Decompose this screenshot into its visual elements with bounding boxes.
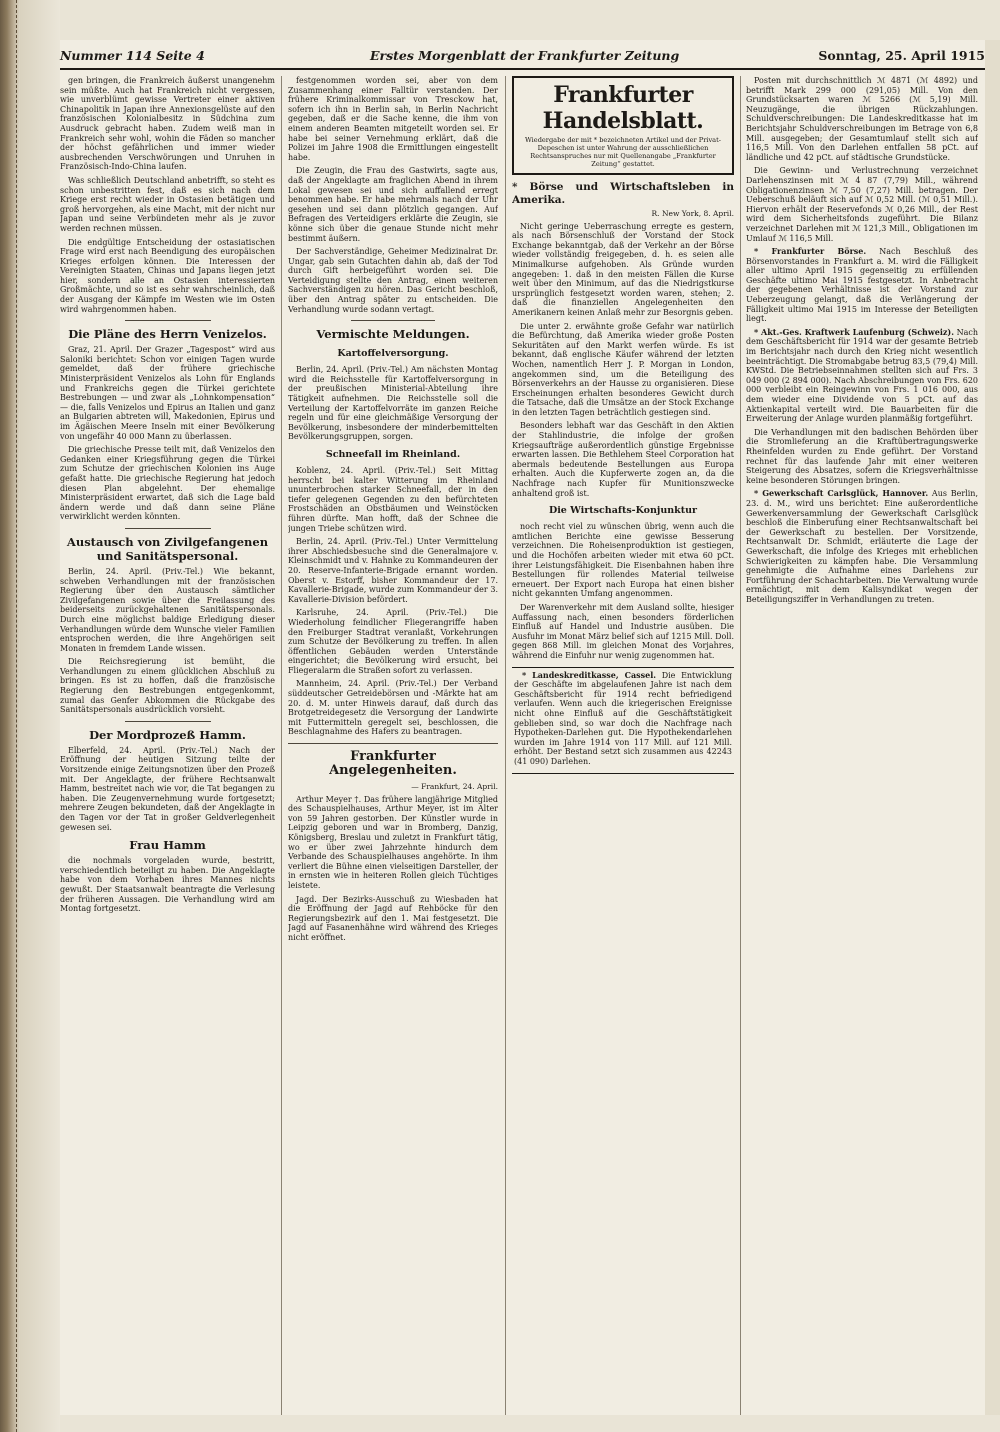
article-paragraph — [746, 328, 978, 424]
article-text: Arthur Meyer †. Das frühere langjährige Mitglied des Schauspielhauses, Arthur Meyer, ist im Alter von 59 Jahren gestorben. Der Künstler wurde in Leipzig geboren und war in Bromberg, Danzig, Königsberg, Breslau und zuletzt in Frankfurt tätig, wo er über zwei Jahrzehnte hindurch dem Verbande des Schauspielhauses angehörte. In ihm verliert die Bühne einen vielseitigen Darsteller, der in ernsten wie in heiteren Rollen gleich Tüchtiges leistete. — [288, 794, 498, 890]
article-text: Die griechische Presse teilt mit, daß Venizelos den Gedanken einer Kriegsführung gegen die Türkei zum Schutze der griechischen Kolonien ins Auge gefaßt hatte. Die griechische Regierung hat jedoch diesen Plan abgelehnt. Der ehemalige Ministerpräsident erwartet, daß sich die Lage bald ändern werde und daß dann seine Pläne verwirklicht werden könnten. — [60, 445, 275, 522]
article-text: Mannheim, 24. April. (Priv.-Tel.) Der Verband süddeutscher Getreidebörsen und -Märkte hat am 20. d. M. unter Hinweis darauf, daß durch das Brotgetreidegesetz die Versorgung der Landwirte mit Futtermitteln geregelt sei, beschlossen, die Beschlagnahme des Hafers zu beantragen. — [288, 679, 498, 737]
article-text: noch recht viel zu wünschen übrig, wenn auch die amtlichen Berichte eine gewisse Besserung verzeichnen. Die Roheisenproduktion ist gestiegen, und die Hochöfen arbeiten wieder mit etwa 60 pCt. ihrer Leistungsfähigkeit. Die Eisenbahnen haben ihre Bestellungen für rollendes Material teilweise erneuert. Der Export nach Europa hat einen bisher nicht gekannten Umfang angenommen. — [512, 522, 734, 599]
article-heading: Frankfurter Angelegenheiten. — [329, 749, 457, 779]
article-text: Jagd. Der Bezirks-Ausschuß zu Wiesbaden hat die Eröffnung der Jagd auf Rehböcke für den Regierungsbezirk auf den 1. Mai festgesetzt. Die Jagd auf Fasanenhähne wird während des Krieges nicht eröffnet. — [288, 894, 498, 942]
article-text: Aus Berlin, 23. d. M., wird uns berichtet: Eine außerordentliche Gewerkenversammlung der Gewerkschaft Carlsglück beschloß die Einberufung einer Rechtsanwaltschaft bei der Gewerkschaft zu bestellen. Der Vorsitzende, Rechtsanwalt Dr. Schmidt, erläuterte die Lage der Gewerkschaft, die infolge des Krieges mit erheblichen Schwierigkeiten zu kämpfen habe. Die Versammlung genehmigte die Aufnahme eines Darlehens zur Fortführung der Schachtarbeiten. Die Verwaltung wurde ermächtigt, mit dem Kalisyndikat wegen der Beteiligungsziffer in Verhandlungen zu treten. — [746, 489, 978, 604]
article-text: Besonders lebhaft war das Geschäft in den Aktien der Stahlindustrie, die infolge der großen Kriegsaufträge außerordentlich günstige Ergebnisse erwarten lassen. Die Bethlehem Steel Corporation hat abermals bedeutende Bestellungen aus Europa erhalten. Auch die Kupferwerte zogen an, da die Nachfrage nach Kupfer für Munitionszwecke anhaltend groß ist. — [512, 421, 734, 498]
article-text: Berlin, 24. April. (Priv.-Tel.) Wie bekannt, schweben Verhandlungen mit der französischen Regierung über den Austausch sämtlicher Zivilgefangenen sowie über die Freilassung des beiderseits zurückgehaltenen Sanitätspersonals. Durch eine möglichst baldige Erledigung dieser Verhandlungen würde dem Wunsche vieler Familien entsprochen werden, die ihre Angehörigen seit Monaten in fremdem Lande wissen. — [60, 566, 275, 653]
column-divider — [281, 76, 282, 1415]
article-heading: * Frankfurter Börse. — [754, 246, 867, 257]
section-rule — [288, 743, 498, 744]
article-text: Die Zeugin, die Frau des Gastwirts, sagte aus, daß der Angeklagte am fraglichen Abend in ihrem Lokal gewesen sei und sich auffallend erregt benommen habe. Er habe mehrmals nach der Uhr gesehen und sei dann plötzlich gegangen. Auf Befragen des Verteidigers erklärte die Zeugin, sie könne sich über die genaue Stunde nicht mehr bestimmt äußern. — [288, 166, 498, 243]
section-rule — [125, 528, 211, 529]
article-text: Die Reichsregierung ist bemüht, die Verhandlungen zu einem glücklichen Abschluß zu bringen. Es ist zu hoffen, daß die französische Regierung den Bestrebungen entgegenkommt, zumal das Genfer Abkommen die Rückgabe des Sanitätspersonals ausdrücklich vorsieht. — [60, 657, 275, 715]
article-paragraph — [746, 247, 978, 324]
issue-date: Sonntag, 25. April 1915 — [818, 48, 985, 63]
subheading: Die Wirtschafts-Konjunktur — [548, 505, 698, 517]
notice-text: Die Entwicklung der Geschäfte im abgelaufenen Jahre ist nach dem Geschäftsbericht für 1914 recht befriedigend verlaufen. Wenn auch die kriegerischen Ereignisse nicht ohne Einfluß auf die Geschäftstätigkeit geblieben sind, so war doch die Nachfrage nach Hypotheken-Darlehen gut. Die Hypothekendarlehen wurden im Jahre 1914 von 117 Mill. auf 121 Mill. erhöht. Der Bestand setzt sich zusammen aus 42243 (41 090) Darlehen. — [514, 670, 732, 766]
header-rule — [60, 68, 985, 70]
page-header — [60, 44, 985, 68]
article-text: Posten mit durchschnittlich ℳ 4871 (ℳ 4892) und betrifft Mark 299 000 (291,05) Mill. Von den Grundstücksarten waren ℳ 5266 (ℳ 5,19) Mill. Neuzugänge, die übrigen Rückzahlungen. Schuldverschreibungen: Die Landeskreditkasse hat im Berichtsjahr Schuldverschreibungen im Betrage von 6,8 Mill. ausgegeben; der Gesamtumlauf stellt sich auf 116,5 Mill. Von den Darlehen entfallen 58 pCt. auf ländliche und 42 pCt. auf städtische Grundstücke. — [746, 76, 978, 162]
section-rule — [351, 320, 435, 321]
newspaper-title: Erstes Morgenblatt der Frankfurter Zeitung — [370, 48, 680, 63]
dateline: — Frankfurt, 24. April. — [411, 782, 498, 792]
article-text: Graz, 21. April. Der Grazer „Tagespost“ wird aus Saloniki berichtet: Schon vor einigen Tagen wurde gemeldet, daß der frühere griechische Ministerpräsident Venizelos als Lohn für Englands und Frankreichs gegen die Türkei gerichtete Bestrebungen — und zwar als „Lohnkompensation“ — die, falls Venizelos und Epirus an Italien und ganz an Bulgarien abtreten will, Makedonien, Epirus und im Ägäischen Meere Inseln mit einer Bevölkerung von ungefähr 40 000 Mann zu überlassen. — [60, 345, 275, 441]
column-1 — [60, 76, 275, 1415]
section-title: Frankfurter Handelsblatt. — [542, 82, 704, 134]
article-heading: * Akt.-Ges. Kraftwerk Laufenburg (Schweiz). — [754, 326, 955, 337]
article-heading: Der Mordprozeß Hamm. — [89, 727, 246, 742]
notice-paragraph — [514, 671, 732, 767]
article-paragraph — [746, 489, 978, 604]
subheading: Kartoffelversorgung. — [337, 348, 449, 360]
article-text: Berlin, 24. April. (Priv.-Tel.) Am nächsten Montag wird die Reichsstelle für Kartoffelversorgung in der preußischen Ministerial-Abteilung ihre Tätigkeit aufnehmen. Die Reichsstelle soll die Verteilung der Kartoffelvorräte im ganzen Reiche regeln und für eine gleichmäßige Versorgung der Bevölkerung, insbesondere der minderbemittelten Bevölkerungsgruppen, sorgen. — [288, 365, 498, 442]
article-text: Nach dem Geschäftsbericht für 1914 war der gesamte Betrieb im Berichtsjahr nach durch den Krieg nicht wesentlich beeinträchtigt. Die Stromabgabe betrug 83,5 (79,4) Mill. KWStd. Die Betriebseinnahmen stellten sich auf Frs. 3 049 000 (2 894 000). Nach Abschreibungen von Frs. 620 000 verbleibt ein Reingewinn von Frs. 1 016 000, aus dem wieder eine Dividende von 5 pCt. auf das Aktienkapital verteilt wird. Die Bauarbeiten für die Erweiterung der Anlage wurden planmäßig fortgeführt. — [746, 327, 978, 424]
issue-and-page: Nummer 114 Seite 4 — [60, 48, 205, 63]
column-4 — [746, 76, 978, 1415]
article-heading: Austausch von Zivilgefangenen und Sanitätspersonal. — [66, 534, 269, 563]
article-text: festgenommen worden sei, aber von dem Zusammenhang einer Falltür verstanden. Der frühere Kriminalkommissar von Tresckow hat, sofern ich ihn in Berlin sah, in Berlin Nachricht gegeben, daß er die Sache kenne, die ihm von einem anderen Beamten mitgeteilt worden sei. Er habe bei seiner Vernehmung erklärt, daß die Polizei im Jahre 1908 die Ermittlungen eingestellt habe. — [288, 76, 498, 162]
article-heading: Vermischte Meldungen. — [316, 327, 470, 342]
article-text: Was schließlich Deutschland anbetrifft, so steht es schon unbestritten fest, daß es sich nach dem Kriege erst recht wieder in Ostasien betätigen und groß hervorgehen, als eine Macht, mit der nicht nur Japan und seine Verbündeten mehr als je zuvor werden rechnen müssen. — [60, 175, 275, 233]
article-text: Karlsruhe, 24. April. (Priv.-Tel.) Die Wiederholung feindlicher Fliegerangriffe haben den Freiburger Stadtrat veranlaßt, Vorkehrungen zum Schutze der Bevölkerung zu treffen. In allen öffentlichen Gebäuden werden Unterstände eingerichtet; die Bevölkerung wird ersucht, bei Fliegeralarm die Straßen sofort zu verlassen. — [288, 608, 498, 675]
column-3 — [512, 76, 734, 1415]
column-divider — [740, 76, 741, 1415]
book-binding — [0, 0, 20, 1432]
article-heading: * Börse und Wirtschaftsleben in Amerika. — [512, 181, 734, 206]
column-divider — [505, 76, 506, 1415]
article-text: Koblenz, 24. April. (Priv.-Tel.) Seit Mittag herrscht bei kalter Witterung im Rheinland ununterbrochen starker Schneefall, der in den tiefer gelegenen Gegenden zu den befürchteten Frostschäden an Obstbäumen und Weinstöcken führen dürfte. Man hofft, daß der Schnee die jungen Triebe schützen wird. — [288, 466, 498, 533]
article-text: Nach Beschluß des Börsenvorstandes in Frankfurt a. M. wird die Fälligkeit aller ultimo April 1915 gegenseitig zu erfüllenden Geschäfte ultimo Mai 1915 festgesetzt. In Anbetracht der gegebenen Verhältnisse ist der Vorstand zur Ueberzeugung gelangt, daß die Verlängerung der Fälligkeit ultimo Mai 1915 im Interesse der Beteiligten liegt. — [746, 247, 978, 324]
adjacent-page-edge — [985, 40, 1000, 1415]
newspaper-page — [60, 40, 985, 1415]
article-text: Nicht geringe Ueberraschung erregte es gestern, als nach Börsenschluß der Vorstand der Stock Exchange bekanntgab, daß der Verkehr an der Börse wieder vollständig freigegeben, d. h. es seien alle Minimalkurse aufgehoben. Als Gründe wurden angegeben: 1. daß in den meisten Fällen die Kurse weit über den Minimum, auf das die Niedrigstkurse ursprünglich festgesetzt worden waren, stehen; 2. daß die finanziellen Angelegenheiten den Amerikanern keinen Anlaß mehr zur Besorgnis geben. — [512, 221, 734, 317]
article-text: Die Gewinn- und Verlustrechnung verzeichnet Darlehenszinsen mit ℳ 4 87 (7,79) Mill., während Obligationenzinsen ℳ 7,50 (7,27) Mill. betragen. Der Ueberschuß beläuft sich auf ℳ 0,52 Mill. (ℳ 0,51 Mill.). Hiervon erhält der Reservefonds ℳ 0,26 Mill., der Rest wird dem Sicherheitsfonds zugeführt. Die Bilanz verzeichnet Darlehen mit ℳ 121,3 Mill., Obligationen im Umlauf ℳ 116,5 Mill. — [746, 166, 978, 243]
section-rule — [125, 721, 211, 722]
article-text: gen bringen, die Frankreich äußerst unangenehm sein müßte. Auch hat Frankreich nicht vergessen, wie unverblümt gewisse Vertreter einer aktiven Chinapolitik in Japan ihre Annexionsgelüste auf den französischen Kolonialbesitz in Südchina zum Ausdruck gebracht haben. Zudem weiß man in Frankreich sehr wohl, wohin die Fäden so mancher der höchst gefährlichen und immer wieder ausbrechenden Verschwörungen und Unruhen in Französisch-Indo-China laufen. — [60, 76, 275, 172]
article-text: Die unter 2. erwähnte große Gefahr war natürlich die Befürchtung, daß Amerika wieder große Posten Sekuritäten auf den Markt werfen würde. Es ist bekannt, daß englische Käufer während der letzten Wochen, namentlich Herr J. P. Morgan in London, angekommen sind, um die Beteiligung des Börsenverkehrs an der Hausse zu organisieren. Diese Erscheinungen erhalten besonderes Gewicht durch die Tatsache, daß die Umsätze an der Stock Exchange in den letzten Tagen beträchtlich gestiegen sind. — [512, 321, 734, 417]
section-masthead — [512, 76, 734, 175]
page-gutter-shade — [20, 0, 60, 1432]
notice-title: * Landeskreditkasse, Cassel. — [522, 669, 657, 680]
column-2 — [288, 76, 498, 1415]
reprint-notice: Wiedergabe der mit * bezeichneten Artikel und der Privat-Depeschen ist unter Wahrung der ausschließlichen Rechtsanspruches nur mit Quellenangabe „Frankfurter Zeitung“ gestattet. — [525, 136, 721, 168]
article-text: Der Warenverkehr mit dem Ausland sollte, hiesiger Auffassung nach, einen besonders förderlichen Einfluß auf Handel und Industrie ausüben. Die Ausfuhr im Monat März belief sich auf 1215 Mill. Doll. gegen 868 Mill. im gleichen Monat des Vorjahres, während die Einfuhr nur wenig zugenommen hat. — [512, 602, 734, 660]
notice-box — [512, 667, 734, 775]
article-heading: Die Pläne des Herrn Venizelos. — [68, 327, 267, 342]
article-text: Elberfeld, 24. April. (Priv.-Tel.) Nach der Eröffnung der heutigen Sitzung teilte der Vorsitzende einige Zeitungsnotizen über den Prozeß mit. Der Angeklagte, der frühere Rechtsanwalt Hamm, bestreitet nach wie vor, die Tat begangen zu haben. Die Zeugenvernehmung wurde fortgesetzt; mehrere Zeugen bekundeten, daß der Angeklagte in den Tagen vor der Tat in großer Geldverlegenheit gewesen sei. — [60, 745, 275, 832]
article-text: Die Verhandlungen mit den badischen Behörden über die Stromlieferung an die Kraftübertragungswerke Rheinfelden wurden zu Ende geführt. Der Vorstand rechnet für das laufende Jahr mit einer weiteren Steigerung des Absatzes, sofern die Kriegsverhältnisse keine besonderen Störungen bringen. — [746, 427, 978, 485]
article-text: Die endgültige Entscheidung der ostasiatischen Frage wird erst nach Beendigung des europäischen Krieges erfolgen können. Die Interessen der Vereinigten Staaten, Chinas und Japans liegen jetzt hier, sondern alle an Ostasien interessierten Großmächte, und so ist es sehr wahrscheinlich, daß der Ausgang der Kämpfe im Westen wie im Osten wird wahrgenommen haben. — [60, 237, 275, 314]
subheading: Schneefall im Rheinland. — [325, 449, 461, 460]
article-text: die nochmals vorgeladen wurde, bestritt, verschiedentlich beteiligt zu haben. Die Angeklagte habe von dem Vorhaben ihres Mannes nichts gewußt. Der Staatsanwalt beantragte die Verlesung der früheren Aussagen. Die Verhandlung wird am Montag fortgesetzt. — [60, 856, 275, 914]
article-text: Berlin, 24. April. (Priv.-Tel.) Unter Vermittelung ihrer Abschiedsbesuche sind die Generalmajore v. Kleinschmidt und v. Hahnke zu Kommandeuren der 20. Reserve-Infanterie-Brigade ernannt worden. Oberst v. Estorff, bisher Kommandeur der 17. Kavallerie-Brigade, wurde zum Kommandeur der 3. Kavallerie-Division befördert. — [288, 537, 498, 604]
subheading: Frau Hamm — [129, 838, 206, 853]
article-text: Der Sachverständige, Geheimer Medizinalrat Dr. Ungar, gab sein Gutachten dahin ab, daß der Tod durch Gift herbeigeführt worden sei. Die Verteidigung stellte den Antrag, einen weiteren Sachverständigen zu hören. Das Gericht beschloß, über den Antrag später zu entscheiden. Die Verhandlung wurde sodann vertagt. — [288, 247, 498, 314]
article-heading: * Gewerkschaft Carlsglück, Hannover. — [754, 488, 929, 499]
dateline: R. New York, 8. April. — [651, 209, 734, 218]
section-rule — [125, 320, 211, 321]
